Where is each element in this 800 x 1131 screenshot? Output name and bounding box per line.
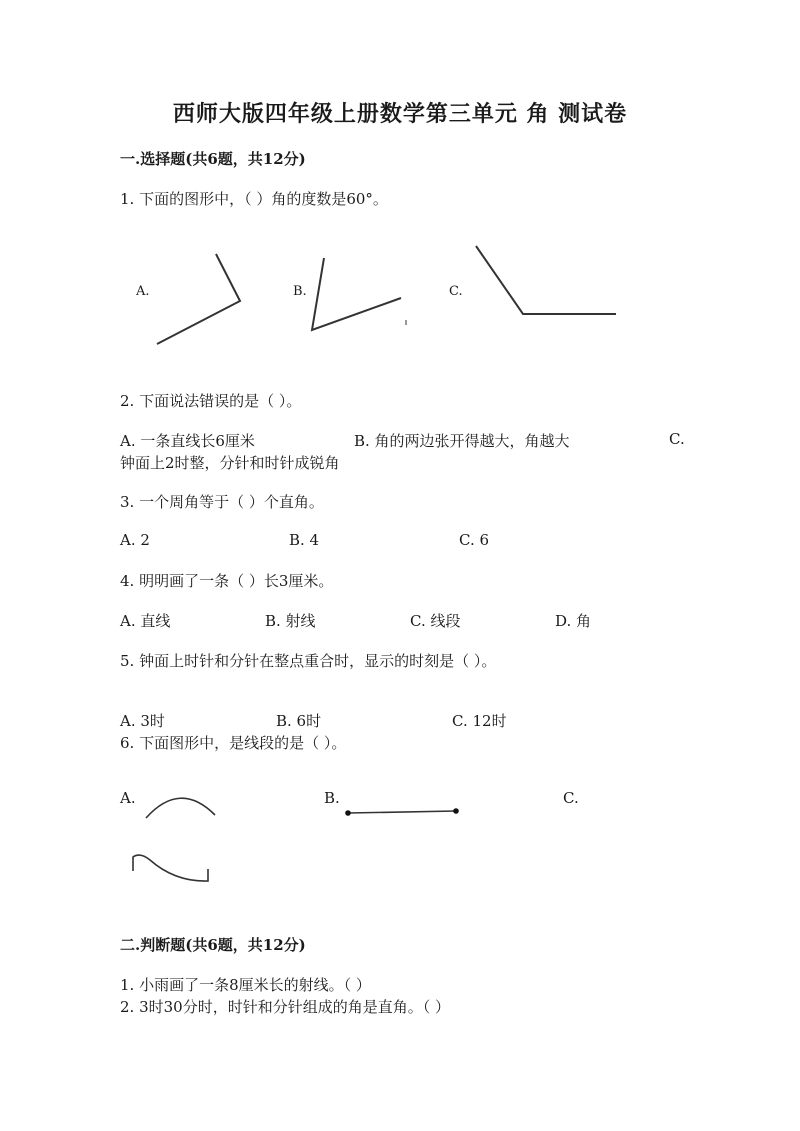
q2-option-c: C. xyxy=(669,430,685,448)
question-4: 4. 明明画了一条（ ）长3厘米。 xyxy=(120,572,334,590)
q6-curve-a xyxy=(146,798,215,818)
question-1: 1. 下面的图形中，（ ）角的度数是60°。 xyxy=(120,190,388,208)
q2-option-a: A. 一条直线长6厘米 xyxy=(120,432,255,450)
q3-option-a: A. 2 xyxy=(120,531,150,549)
judge-question-1: 1. 小雨画了一条8厘米长的射线。（ ） xyxy=(120,976,371,994)
section-heading-choice: 一.选择题(共6题，共12分) xyxy=(120,150,306,168)
q6-option-b: B. xyxy=(324,789,340,807)
q1-option-b: B. xyxy=(293,284,307,299)
q6-segment-b-endpoint-left xyxy=(345,810,351,816)
question-2: 2. 下面说法错误的是（ ）。 xyxy=(120,392,302,410)
q1-option-a: A. xyxy=(136,284,150,299)
q3-option-b: B. 4 xyxy=(289,531,320,549)
q5-option-c: C. 12时 xyxy=(452,712,507,730)
question-3: 3. 一个周角等于（ ）个直角。 xyxy=(120,493,324,511)
question-6: 6. 下面图形中，是线段的是（ ）。 xyxy=(120,734,347,752)
judge-question-2: 2. 3时30分时，时针和分针组成的角是直角。（ ） xyxy=(120,998,450,1016)
q6-option-a: A. xyxy=(120,789,136,807)
q4-option-d: D. 角 xyxy=(555,612,592,630)
q6-option-c: C. xyxy=(563,789,579,807)
q6-segment-b-endpoint-right xyxy=(453,808,459,814)
q5-option-b: B. 6时 xyxy=(276,712,322,730)
q6-segment-b xyxy=(348,811,456,813)
q4-option-a: A. 直线 xyxy=(120,612,171,630)
q4-option-c: C. 线段 xyxy=(410,612,461,630)
q4-option-b: B. 射线 xyxy=(265,612,316,630)
question-5: 5. 钟面上时针和分针在整点重合时，显示的时刻是（ ）。 xyxy=(120,652,497,670)
q1-option-c: C. xyxy=(449,284,463,299)
section-heading-judge: 二.判断题(共6题，共12分) xyxy=(120,936,306,954)
q5-option-a: A. 3时 xyxy=(120,712,165,730)
page-title: 西师大版四年级上册数学第三单元 角 测试卷 xyxy=(172,101,628,127)
q2-option-c-text: 钟面上2时整，分针和时针成锐角 xyxy=(120,454,340,472)
q6-curve-c xyxy=(133,855,208,881)
q2-option-b: B. 角的两边张开得越大，角越大 xyxy=(354,432,570,450)
q3-option-c: C. 6 xyxy=(459,531,490,549)
